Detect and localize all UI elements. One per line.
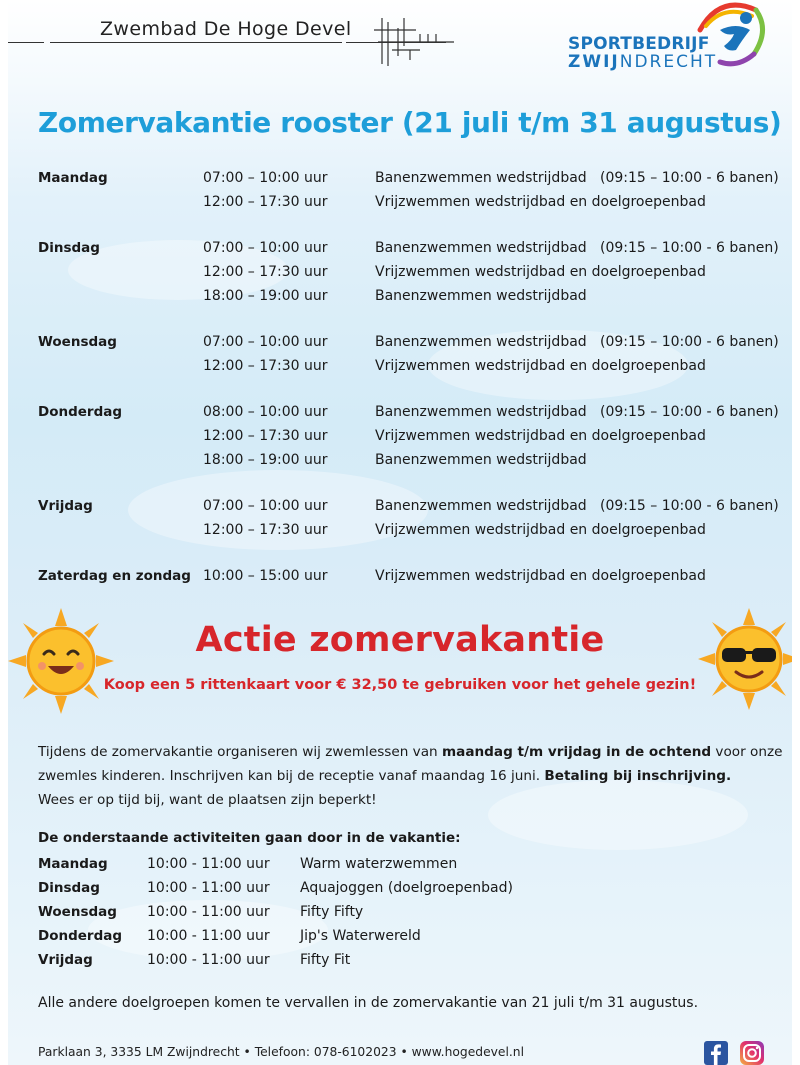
schedule-row <box>38 190 778 214</box>
schedule-time: 07:00 – 10:00 uur <box>203 170 328 186</box>
activity-row <box>38 852 738 876</box>
schedule-activity: Vrijzwemmen wedstrijdbad en doelgroepenbad <box>375 358 706 374</box>
schedule-day-name: Zaterdag en zondag <box>38 568 191 584</box>
schedule-time: 07:00 – 10:00 uur <box>203 334 328 350</box>
schedule-time: 10:00 – 15:00 uur <box>203 568 328 584</box>
schedule-row <box>38 260 778 284</box>
schedule-time: 12:00 – 17:30 uur <box>203 194 328 210</box>
activity-time: 10:00 - 11:00 uur <box>147 928 270 944</box>
pool-logo-icon <box>370 16 454 68</box>
schedule-time: 18:00 – 19:00 uur <box>203 452 328 468</box>
poster <box>8 0 792 1065</box>
schedule-activity: Banenzwemmen wedstrijdbad (09:15 – 10:00 - 6 banen) <box>375 240 779 256</box>
activities-heading: De onderstaande activiteiten gaan door in de vakantie: <box>38 830 461 846</box>
activity-time: 10:00 - 11:00 uur <box>147 904 270 920</box>
schedule-row <box>38 284 778 308</box>
footer-contact: Parklaan 3, 3335 LM Zwijndrecht • Telefoon: 078-6102023 • www.hogedevel.nl <box>38 1045 525 1059</box>
activities-list <box>38 852 738 972</box>
activity-name: Fifty Fifty <box>300 904 364 920</box>
schedule-activity: Banenzwemmen wedstrijdbad <box>375 288 587 304</box>
activity-name: Jip's Waterwereld <box>300 928 421 944</box>
schedule-row <box>38 330 778 354</box>
schedule-activity: Banenzwemmen wedstrijdbad (09:15 – 10:00 - 6 banen) <box>375 170 779 186</box>
schedule-day-name: Dinsdag <box>38 240 100 256</box>
brand-line-1: SPORTBEDRIJF <box>568 34 710 54</box>
schedule-time: 08:00 – 10:00 uur <box>203 404 328 420</box>
schedule-activity: Vrijzwemmen wedstrijdbad en doelgroepenbad <box>375 568 706 584</box>
activity-row <box>38 900 738 924</box>
page-title: Zomervakantie rooster (21 juli t/m 31 augustus) <box>38 106 782 139</box>
schedule-activity: Vrijzwemmen wedstrijdbad en doelgroepenbad <box>375 428 706 444</box>
schedule-row <box>38 494 778 518</box>
pool-name: Zwembad De Hoge Devel <box>100 18 352 40</box>
schedule-time: 12:00 – 17:30 uur <box>203 264 328 280</box>
activity-row <box>38 948 738 972</box>
facebook-icon[interactable] <box>704 1041 728 1065</box>
activity-day: Vrijdag <box>38 952 93 968</box>
activity-name: Warm waterzwemmen <box>300 856 458 872</box>
activity-row <box>38 924 738 948</box>
activity-time: 10:00 - 11:00 uur <box>147 880 270 896</box>
action-subtitle: Koop een 5 rittenkaart voor € 32,50 te gebruiken voor het gehele gezin! <box>103 677 697 693</box>
activity-name: Fifty Fit <box>300 952 351 968</box>
schedule-day <box>38 330 778 378</box>
schedule-day-name: Woensdag <box>38 334 117 350</box>
activity-time: 10:00 - 11:00 uur <box>147 952 270 968</box>
schedule-activity: Banenzwemmen wedstrijdbad (09:15 – 10:00 - 6 banen) <box>375 498 779 514</box>
schedule-activity: Banenzwemmen wedstrijdbad (09:15 – 10:00 - 6 banen) <box>375 334 779 350</box>
schedule-row <box>38 518 778 542</box>
schedule-day <box>38 400 778 472</box>
schedule-row <box>38 564 778 588</box>
schedule-day-name: Donderdag <box>38 404 123 420</box>
schedule-time: 07:00 – 10:00 uur <box>203 240 328 256</box>
schedule-activity: Vrijzwemmen wedstrijdbad en doelgroepenbad <box>375 194 706 210</box>
activity-name: Aquajoggen (doelgroepenbad) <box>300 880 513 896</box>
cancellation-note: Alle andere doelgroepen komen te vervallen in de zomervakantie van 21 juli t/m 31 augustus. <box>38 995 699 1011</box>
schedule-day <box>38 166 778 214</box>
instagram-icon[interactable] <box>740 1041 764 1065</box>
schedule <box>38 166 778 610</box>
schedule-time: 18:00 – 19:00 uur <box>203 288 328 304</box>
schedule-row <box>38 448 778 472</box>
schedule-day-name: Vrijdag <box>38 498 93 514</box>
activity-time: 10:00 - 11:00 uur <box>147 856 270 872</box>
activity-row <box>38 876 738 900</box>
schedule-time: 12:00 – 17:30 uur <box>203 358 328 374</box>
header-rule <box>50 42 342 43</box>
schedule-row <box>38 354 778 378</box>
schedule-time: 12:00 – 17:30 uur <box>203 428 328 444</box>
activity-day: Donderdag <box>38 928 123 944</box>
brand-line-2: ZWIJNDRECHT <box>568 52 718 72</box>
action-title: Actie zomervakantie <box>195 620 605 660</box>
schedule-activity: Banenzwemmen wedstrijdbad <box>375 452 587 468</box>
schedule-day-name: Maandag <box>38 170 108 186</box>
header-rule <box>8 42 44 43</box>
activity-day: Woensdag <box>38 904 117 920</box>
schedule-time: 12:00 – 17:30 uur <box>203 522 328 538</box>
schedule-row <box>38 236 778 260</box>
activity-day: Dinsdag <box>38 880 100 896</box>
schedule-activity: Banenzwemmen wedstrijdbad (09:15 – 10:00 - 6 banen) <box>375 404 779 420</box>
schedule-day <box>38 236 778 308</box>
schedule-row <box>38 400 778 424</box>
schedule-day <box>38 494 778 542</box>
schedule-row <box>38 166 778 190</box>
schedule-activity: Vrijzwemmen wedstrijdbad en doelgroepenbad <box>375 522 706 538</box>
activity-day: Maandag <box>38 856 108 872</box>
schedule-day <box>38 564 778 588</box>
schedule-activity: Vrijzwemmen wedstrijdbad en doelgroepenbad <box>375 264 706 280</box>
schedule-row <box>38 424 778 448</box>
swim-lessons-paragraph: Tijdens de zomervakantie organiseren wij zwemlessen van maandag t/m vrijdag in de ochtend voor onze zwemles kinderen. Inschrijven kan bij de receptie vanaf maandag 16 juni. Betaling bij inschrijving. Wees er op tijd bij, want de plaatsen zijn beperkt! <box>38 744 783 808</box>
schedule-time: 07:00 – 10:00 uur <box>203 498 328 514</box>
